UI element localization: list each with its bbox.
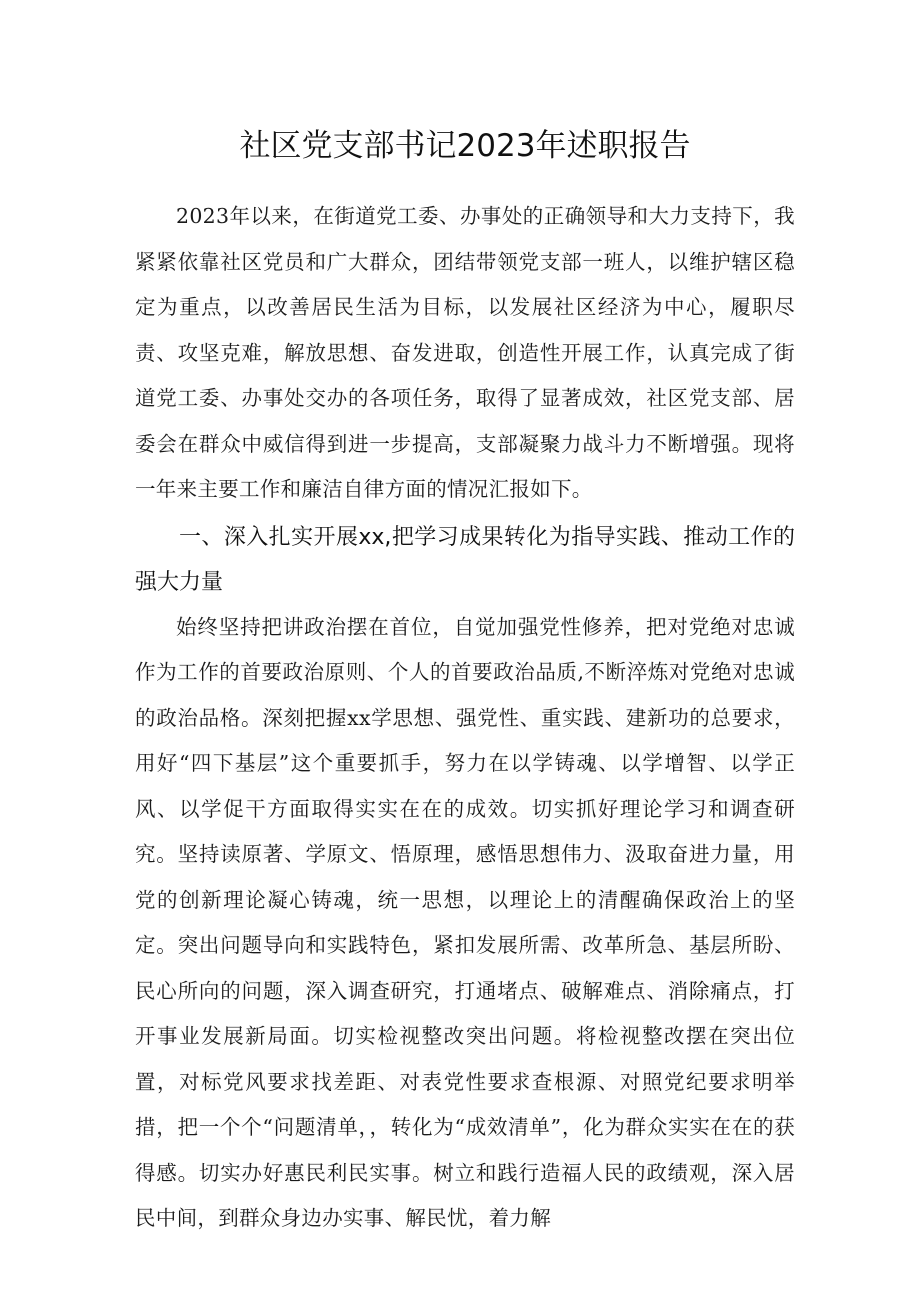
intro-paragraph: 2023年以来，在街道党工委、办事处的正确领导和大力支持下，我紧紧依靠社区党员和广大群众，团结带领党支部一班人，以维护辖区稳定为重点，以改善居民生活为目标，以发展社区经济为中心，履职尽责、攻坚克难，解放思想、奋发进取，创造性开展工作，认真完成了街道党工委、办事处交办的各项任务，取得了显著成效，社区党支部、居委会在群众中威信得到进一步提高，支部凝聚力战斗力不断增强。现将一年来主要工作和廉洁自律方面的情况汇报如下。 — [135, 204, 795, 501]
section-heading-1: 一、深入扎实开展xx,把学习成果转化为指导实践、推动工作的强大力量 — [135, 524, 795, 595]
document-title: 社区党支部书记2023年述职报告 — [239, 128, 691, 164]
document-content — [135, 118, 795, 1242]
section-1-paragraph: 始终坚持把讲政治摆在首位，自觉加强党性修养，把对党绝对忠诚作为工作的首要政治原则、个人的首要政治品质,不断淬炼对党绝对忠诚的政治品格。深刻把握xx学思想、强党性、重实践、建新功的总要求，用好“四下基层”这个重要抓手，努力在以学铸魂、以学增智、以学正风、以学促干方面取得实实在在的成效。切实抓好理论学习和调查研究。坚持读原著、学原文、悟原理，感悟思想伟力、汲取奋进力量，用党的创新理论凝心铸魂，统一思想，以理论上的清醒确保政治上的坚定。突出问题导向和实践特色，紧扣发展所需、改革所急、基层所盼、民心所向的问题，深入调查研究，打通堵点、破解难点、消除痛点，打开事业发展新局面。切实检视整改突出问题。将检视整改摆在突出位置，对标党风要求找差距、对表党性要求查根源、对照党纪要求明举措，把一个个“问题清单，，转化为“成效清单”，化为群众实实在在的获得感。切实办好惠民利民实事。树立和践行造福人民的政绩观，深入居民中间，到群众身边办实事、解民忧，着力解 — [135, 614, 795, 1230]
